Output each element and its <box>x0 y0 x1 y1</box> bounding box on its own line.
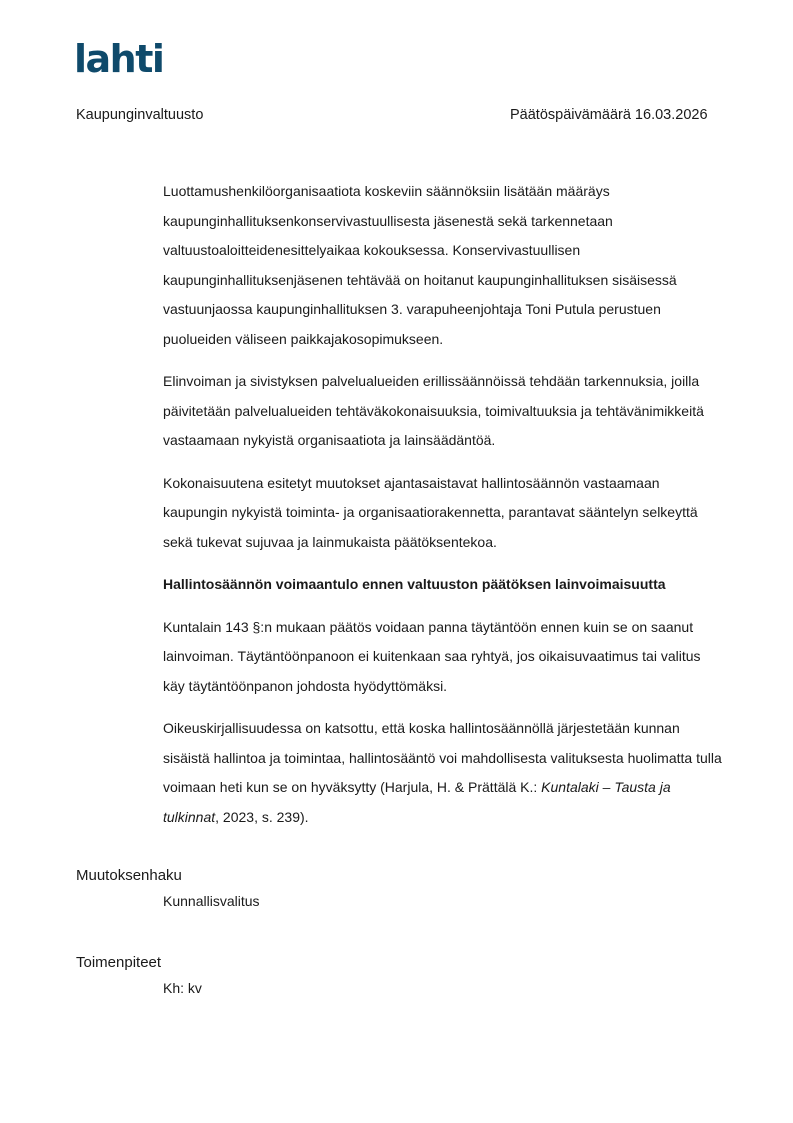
paragraph-2: Elinvoiman ja sivistyksen palvelualueiden erillissäännöissä tehdään tarkennuksia, joilla päivitetään palvelualueiden tehtäväkokonaisuuksia, toimivaltuuksia ja tehtävänimikkeitä vastaamaan nykyistä organisaatiota ja lainsäädäntöä. <box>163 373 704 448</box>
appeal-section-title: Muutoksenhaku <box>76 867 182 884</box>
actions-section-title: Toimenpiteet <box>76 954 162 971</box>
paragraph-4: Kuntalain 143 §:n mukaan päätös voidaan panna täytäntöön ennen kuin se on saanut lainvoiman. Täytäntöönpanoon ei kuitenkaan saa ryhtyä, jos oikaisuvaatimus tai valitus käy täytäntöönpanon johdosta hyödyttömäksi. <box>163 618 701 694</box>
paragraph-3: Kokonaisuutena esitetyt muutokset ajantasaistavat hallintosäännön vastaamaan kaupungin nykyistä toiminta- ja organisaatiorakennetta, parantavat sääntelyn selkeyttä sekä tukevat sujuvaa ja lainmukaista päätöksentekoa. <box>163 474 698 550</box>
lahti-logo: lahti <box>74 37 164 81</box>
cited-work-title: Kuntalaki – Tausta ja tulkinnat <box>163 779 671 825</box>
paragraph-5-start: Oikeuskirjallisuudessa on katsottu, että koska hallintosäännöllä järjestetään kunnan sisäistä hallintoa ja toimintaa, hallintosääntö voi mahdollisesta valituksesta huolimatta tulla voimaan heti kun se on hyväksytty (Harjula, H. & Prättälä K.: <box>163 720 722 795</box>
actions-section-value: Kh: kv <box>163 980 202 996</box>
paragraph-5 <box>163 714 723 832</box>
paragraph-1: Luottamushenkilöorganisaatiota koskeviin säännöksiin lisätään määräys kaupunginhallituksenkonservivastuullisesta jäsenestä sekä tarkennetaan valtuustoaloitteidenesittelyaikaa kokouksessa. Konservivastuullisen kaupunginhallituksenjäsenen tehtävää on hoitanut kaupunginhallituksen sisäisessä vastuunjaossa kaupunginhallituksen 3. varapuheenjohtaja Toni Putula perustuen puolueiden väliseen paikkajakosopimukseen. <box>163 183 677 347</box>
document-body <box>163 177 723 845</box>
section-heading: Hallintosäännön voimaantulo ennen valtuuston päätöksen lainvoimaisuutta <box>163 576 666 592</box>
department-label: Kaupunginvaltuusto <box>76 107 204 123</box>
decision-date: Päätöspäivämäärä 16.03.2026 <box>510 107 708 123</box>
paragraph-5-end: , 2023, s. 239). <box>215 808 309 825</box>
appeal-section-value: Kunnallisvalitus <box>163 893 260 909</box>
